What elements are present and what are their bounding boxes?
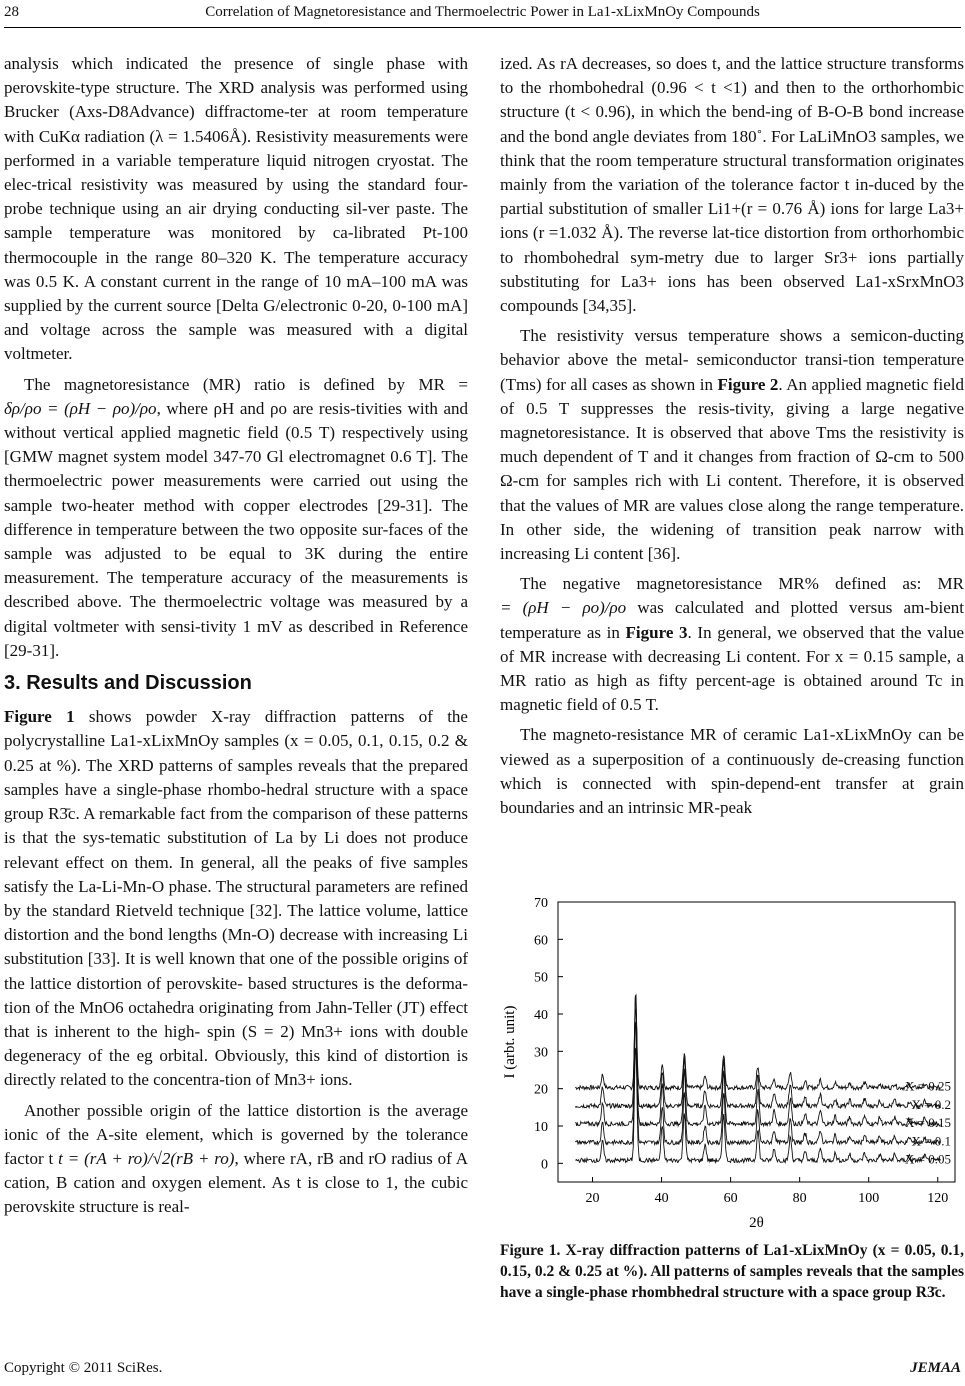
paragraph: analysis which indicated the presence of single phase with perovskite-type structure. The XRD analysis was performed using Brucker (Axs-D8Advance) diffractome-ter at room temperature with CuKα radiation (λ = 1.5406Å). Resistivity measurements were performed in a variable temperature liquid nitrogen cryostat. The elec-trical resistivity was measured by using the standard four-probe technique using an air drying conducting sil-ver paste. The sample temperature was monitored by ca-librated Pt-100 thermocouple in the range 80–320 K. The temperature accuracy was 0.5 K. A constant current in the range of 10 mA–100 mA was supplied by the current source [Delta G/electronic 0-20, 0-100 mA] and voltage across the sample was measured with a digital voltmeter. (4, 54, 468, 364)
paragraph: The negative magnetoresistance MR% defined as: MR = (ρH − ρo)/ρo was calculated and plotted versus am-bient temperature as in Figure 3. In general, we observed that the value of MR increase with decreasing Li content. For x = 0.15 sample, a MR ratio as high as fifty percent-age is obtained around Tc in magnetic field of 0.5 T. (500, 574, 964, 715)
running-header (0, 4, 965, 26)
x-axis-label: 2θ (749, 1215, 764, 1231)
series-label: X = 0.25 (905, 1078, 951, 1094)
y-tick-label: 40 (534, 1008, 548, 1023)
paragraph: The magnetoresistance (MR) ratio is defined by MR = δρ/ρo = (ρH − ρo)/ρo, where ρH and ρo are resis-tivities with and without vertical applied magnetic field (0.5 T) respectively using [GMW magnet system model 347-70 Gl electromagnet 0.6 T]. The thermoelectric power measurements were carried out using the sample two-heater method with copper electrodes [29-31]. The difference in temperature between the two opposite sur-faces of the sample was adjusted to be equal to 3K during the entire measurement. The temperature accuracy of the measurements is described above. The thermoelectric voltage was measured by a digital voltmeter with sensi-tivity 1 mV as described in Reference [29-31]. (4, 374, 468, 660)
x-tick-label: 20 (585, 1191, 600, 1206)
page-number: 28 (4, 4, 19, 20)
y-tick-label: 20 (534, 1082, 548, 1098)
x-tick-label: 100 (858, 1191, 880, 1206)
y-tick-label: 30 (534, 1045, 548, 1061)
paragraph: The resistivity versus temperature shows a semicon-ducting behavior above the metal- semiconductor transi-tion temperature (Tms) for all cases as shown in Figure 2. An applied magnetic field of 0.5 T suppresses the resis-tivity, giving a large negative magnetoresistance. It is observed that above Tms the resistivity is much dependent of T and it changes from fraction of Ω-cm to 500 Ω-cm for samples rich with Li content. Therefore, it is observed that the values of MR are values close along the range temperature. In other side, the widening of transition peak narrow with increasing Li content [36]. (500, 326, 964, 564)
left-column (4, 52, 468, 1226)
journal-name: JEMAA (910, 1360, 961, 1376)
copyright: Copyright © 2011 SciRes. (4, 1360, 163, 1376)
y-axis-label: I (arbt. unit) (502, 1005, 518, 1079)
series-label: X = 0.15 (905, 1114, 951, 1130)
paragraph: Another possible origin of the lattice distortion is the average ionic of the A-site element, which is governed by the tolerance factor t t = (rA + ro)/√2(rB + ro), where rA, rB and rO radius of A cation, B cation and oxygen element. As t is close to 1, the cubic perovskite structure is real- (4, 1100, 469, 1217)
x-tick-label: 60 (723, 1191, 738, 1206)
series-label: X = 0.2 (911, 1096, 951, 1112)
paragraph: The magneto-resistance MR of ceramic La1-xLixMnOy can be viewed as a superposition of a continuously de-creasing function which is connected with spin-depend-ent transfer at grain boundaries and an intrinsic MR-peak (500, 725, 964, 818)
right-column (500, 52, 964, 826)
figure-1-chart (500, 890, 965, 1235)
series-line (575, 1022, 940, 1145)
figure-ref: Figure 3 (625, 622, 688, 642)
figure-caption: Figure 1. X-ray diffraction patterns of La1-xLixMnOy (x = 0.05, 0.1, 0.15, 0.2 & 0.25 at %). All patterns of samples reveals that the samples have a single-phase rhombhedral structure with a space group R3̄c. (500, 1242, 964, 1301)
paragraph: ized. As rA decreases, so does t, and the lattice structure transforms to the rhombohedral (0.96 < t <1) and then to the orthorhombic structure (t < 0.96), in which the bend-ing of B-O-B bond increase and the bond angle deviates from 180˚. For LaLiMnO3 samples, we think that the room temperature structural transformation originates mainly from the variation of the tolerance factor t in-duced by the partial substitution of smaller Li1+(r = 0.76 Å) ions for large La3+ ions (r =1.032 Å). The reverse lat-tice distortion from orthorhombic to rhombohedral sym-metry due to larger Sr3+ ions partially substituting for La3+ ions has been observed La1-xSrxMnO3 compounds [34,35]. (500, 54, 964, 316)
y-tick-label: 60 (534, 933, 548, 949)
series-line (575, 998, 940, 1126)
paragraph: Figure 1 shows powder X-ray diffraction patterns of the polycrystalline La1-xLixMnOy samples (x = 0.05, 0.1, 0.15, 0.2 & 0.25 at %). The XRD patterns of samples reveals that the prepared samples have a single-phase rhombo-hedral structure with a space group R3̄c. A remarkable fact from the comparison of these patterns is that the sys-tematic substitution of La by Li does not produce relevant effect on them. In general, all the peaks of five samples satisfy the La-Li-Mn-O phase. The structural parameters are refined by the standard Rietveld technique [32]. The lattice volume, lattice distortion and the bond lengths (Mn-O) decrease with increasing Li substitution [33]. It is well known that one of the possible origins of the lattice distortion of perovskite- based structures is the deforma-tion of the MnO6 octahedra originating from Jahn-Teller (JT) effect that is inherent to the high- spin (S = 2) Mn3+ ions with double degeneracy of the eg orbital. Obviously, this kind of distortion is directly related to the concentra-tion of Mn3+ ions. (4, 707, 468, 1090)
series-line (575, 1048, 940, 1162)
running-title: Correlation of Magnetoresistance and Thermoelectric Power in La1-xLixMnOy Compounds (205, 4, 760, 20)
y-tick-label: 50 (534, 970, 548, 986)
mr-formula: = (ρH − ρo)/ρo (500, 598, 627, 618)
y-tick-label: 10 (534, 1120, 548, 1135)
header-rule (4, 27, 961, 28)
section-heading: 3. Results and Discussion (4, 672, 252, 695)
series-label: X = 0.1 (911, 1133, 951, 1149)
x-tick-label: 120 (927, 1191, 949, 1206)
y-tick-label: 70 (534, 896, 548, 911)
xrd-chart-svg (500, 890, 965, 1235)
series-label: X = 0.05 (905, 1151, 951, 1167)
x-tick-label: 40 (654, 1191, 669, 1206)
tolerance-formula: t = (rA + ro)/√2(rB + ro) (58, 1148, 235, 1168)
figure-ref: Figure 1 (4, 707, 75, 727)
x-tick-label: 80 (792, 1191, 807, 1206)
mr-formula: δρ/ρo = (ρH − ρo)/ρo (4, 398, 157, 418)
figure-ref: Figure 2 (717, 374, 779, 394)
y-tick-label: 0 (541, 1157, 548, 1173)
